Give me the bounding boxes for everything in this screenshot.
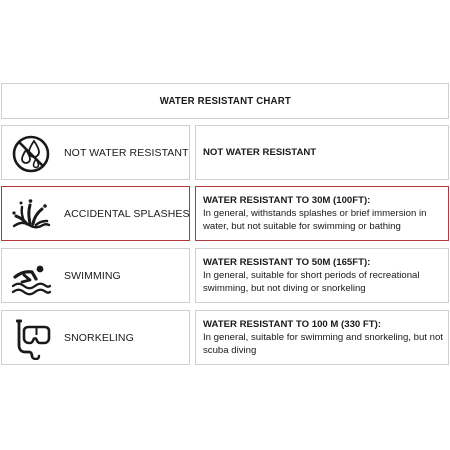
row-not-water-resistant-label-cell xyxy=(1,125,190,180)
row-heading: NOT WATER RESISTANT xyxy=(203,147,317,158)
row-not-water-resistant-desc-cell xyxy=(195,125,449,180)
swimmer-icon xyxy=(10,256,52,298)
row-swimming-desc-cell xyxy=(195,248,449,303)
row-description: In general, withstands splashes or brief immersion in water, but not suitable for swimming or bathing xyxy=(203,208,427,232)
row-label: SNORKELING xyxy=(64,331,134,344)
row-accidental-splashes-label-cell xyxy=(1,186,190,241)
row-heading: WATER RESISTANT TO 30M (100FT): xyxy=(203,195,371,206)
row-description: In general, suitable for short periods of recreational swimming, but not diving or snorkeling xyxy=(203,270,420,294)
row-swimming-label-cell xyxy=(1,248,190,303)
row-snorkeling-desc-cell xyxy=(195,310,449,365)
row-description: In general, suitable for swimming and snorkeling, but not scuba diving xyxy=(203,332,443,356)
row-accidental-splashes-desc-cell xyxy=(195,186,449,241)
row-label: ACCIDENTAL SPLASHES xyxy=(64,207,190,220)
splash-icon xyxy=(10,194,52,236)
row-label: SWIMMING xyxy=(64,269,121,282)
chart-title-box xyxy=(1,83,449,119)
no-water-drops-icon xyxy=(10,133,52,175)
row-label: NOT WATER RESISTANT xyxy=(64,146,189,159)
row-heading: WATER RESISTANT TO 50M (165FT): xyxy=(203,257,371,268)
chart-title: WATER RESISTANT CHART xyxy=(159,95,291,107)
row-heading: WATER RESISTANT TO 100 M (330 FT): xyxy=(203,319,382,330)
snorkel-mask-icon xyxy=(10,318,52,360)
row-snorkeling-label-cell xyxy=(1,310,190,365)
